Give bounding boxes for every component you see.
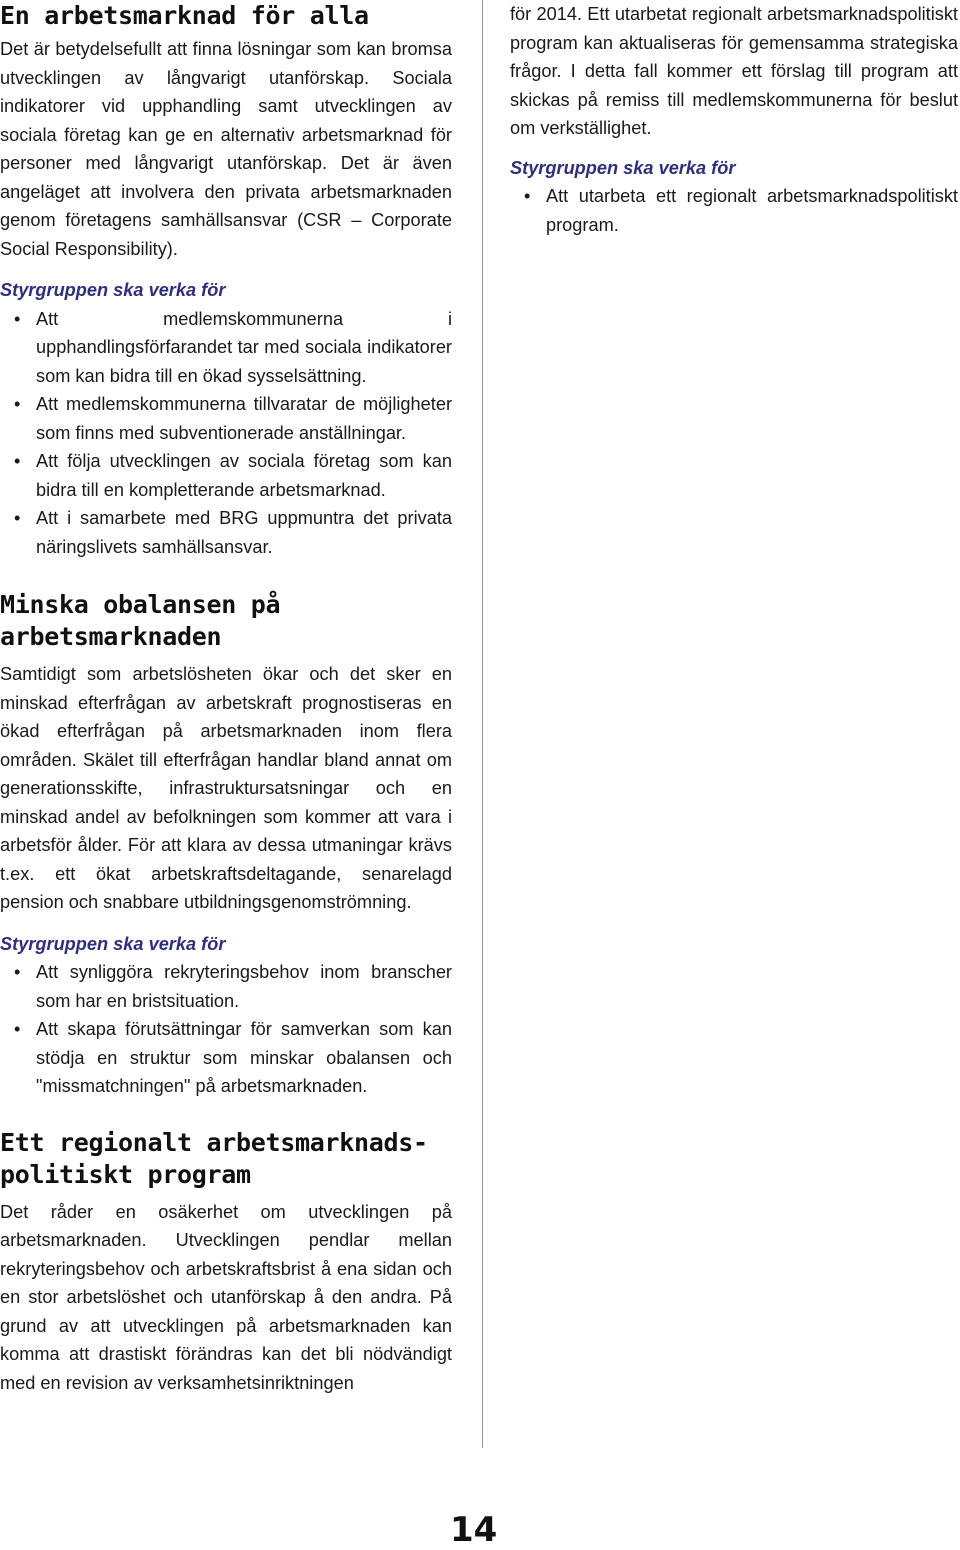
- section-subheading: Styrgruppen ska verka för: [510, 157, 736, 178]
- heading-line: Minska obalansen på: [0, 590, 281, 619]
- page-number: 14: [450, 1510, 498, 1550]
- list-item: • Att medlemskommunerna i upphandlingsförfarandet tar med sociala indikatorer som kan bidra till en ökad sysselsättning.: [0, 305, 452, 391]
- section-heading: En arbetsmarknad för alla: [0, 1, 369, 30]
- list-item: • Att synliggöra rekryteringsbehov inom branscher som har en bristsituation.: [0, 958, 452, 1015]
- heading-line: politiskt program: [0, 1159, 251, 1189]
- section-subheading: Styrgruppen ska verka för: [0, 933, 226, 954]
- heading-line: arbetsmarknaden: [0, 622, 222, 651]
- right-column: [510, 0, 958, 239]
- section-heading: [0, 1127, 452, 1191]
- bullet-list: [0, 958, 452, 1101]
- list-item: • Att utarbeta ett regionalt arbetsmarknadspolitiskt program.: [510, 182, 958, 239]
- heading-line: Ett regionalt arbetsmarknads-: [0, 1127, 428, 1157]
- bullet-list: [510, 182, 958, 239]
- left-column: [0, 0, 452, 1397]
- section-heading: [0, 589, 452, 653]
- section-subheading: Styrgruppen ska verka för: [0, 280, 226, 300]
- body-paragraph: Samtidigt som arbetslösheten ökar och det sker en minskad efterfrågan av arbetskraft prognostiseras en ökad efterfrågan på arbetsmarknaden inom flera områden. Skälet till efterfrågan handlar bland annat om generationsskifte, infrastruktursatsningar och en minskad andel av befolkningen som kommer att vara i arbetsför ålder. För att klara av dessa utmaningar krävs t.ex. ett ökat arbetskraftsdeltagande, senarelagd pension och snabbare utbildningsgenomströmning.: [0, 664, 452, 912]
- body-paragraph: Det är betydelsefullt att finna lösningar som kan bromsa utvecklingen av långvarigt utanförskap. Sociala indikatorer vid upphandling samt utvecklingen av sociala företag kan ge en alternativ arbetsmarknad för personer med långvarigt utanförskap. Det är även angeläget att involvera den privata arbetsmarknaden genom företagens samhällsansvar (CSR – Corporate Social Responsibility).: [0, 39, 452, 259]
- body-paragraph: Det råder en osäkerhet om utvecklingen på arbetsmarknaden. Utvecklingen pendlar mellan rekryteringsbehov och arbetskraftsbrist å ena sidan och en stor arbetslöshet och utanförskap å den andra. På grund av att utvecklingen på arbetsmarknaden kan komma att drastiskt förändras kan det bli nödvändigt med en revision av verksamhetsinriktningen: [0, 1201, 452, 1393]
- body-paragraph-continued: för 2014. Ett utarbetat regionalt arbetsmarknadspolitiskt program kan aktualiseras för gemensamma strategiska frågor. I detta fall kommer ett förslag till program att skickas på remiss till medlemskommunerna för beslut om verkställighet.: [510, 4, 958, 138]
- list-item: • Att i samarbete med BRG uppmuntra det privata näringslivets samhällsansvar.: [0, 504, 452, 561]
- column-divider: [482, 0, 483, 1448]
- list-item: • Att följa utvecklingen av sociala företag som kan bidra till en kompletterande arbetsmarknad.: [0, 447, 452, 504]
- bullet-list: [0, 305, 452, 562]
- list-item: • Att skapa förutsättningar för samverkan som kan stödja en struktur som minskar obalansen och "missmatchningen" på arbetsmarknaden.: [0, 1015, 452, 1101]
- list-item: • Att medlemskommunerna tillvaratar de möjligheter som finns med subventionerade anställningar.: [0, 390, 452, 447]
